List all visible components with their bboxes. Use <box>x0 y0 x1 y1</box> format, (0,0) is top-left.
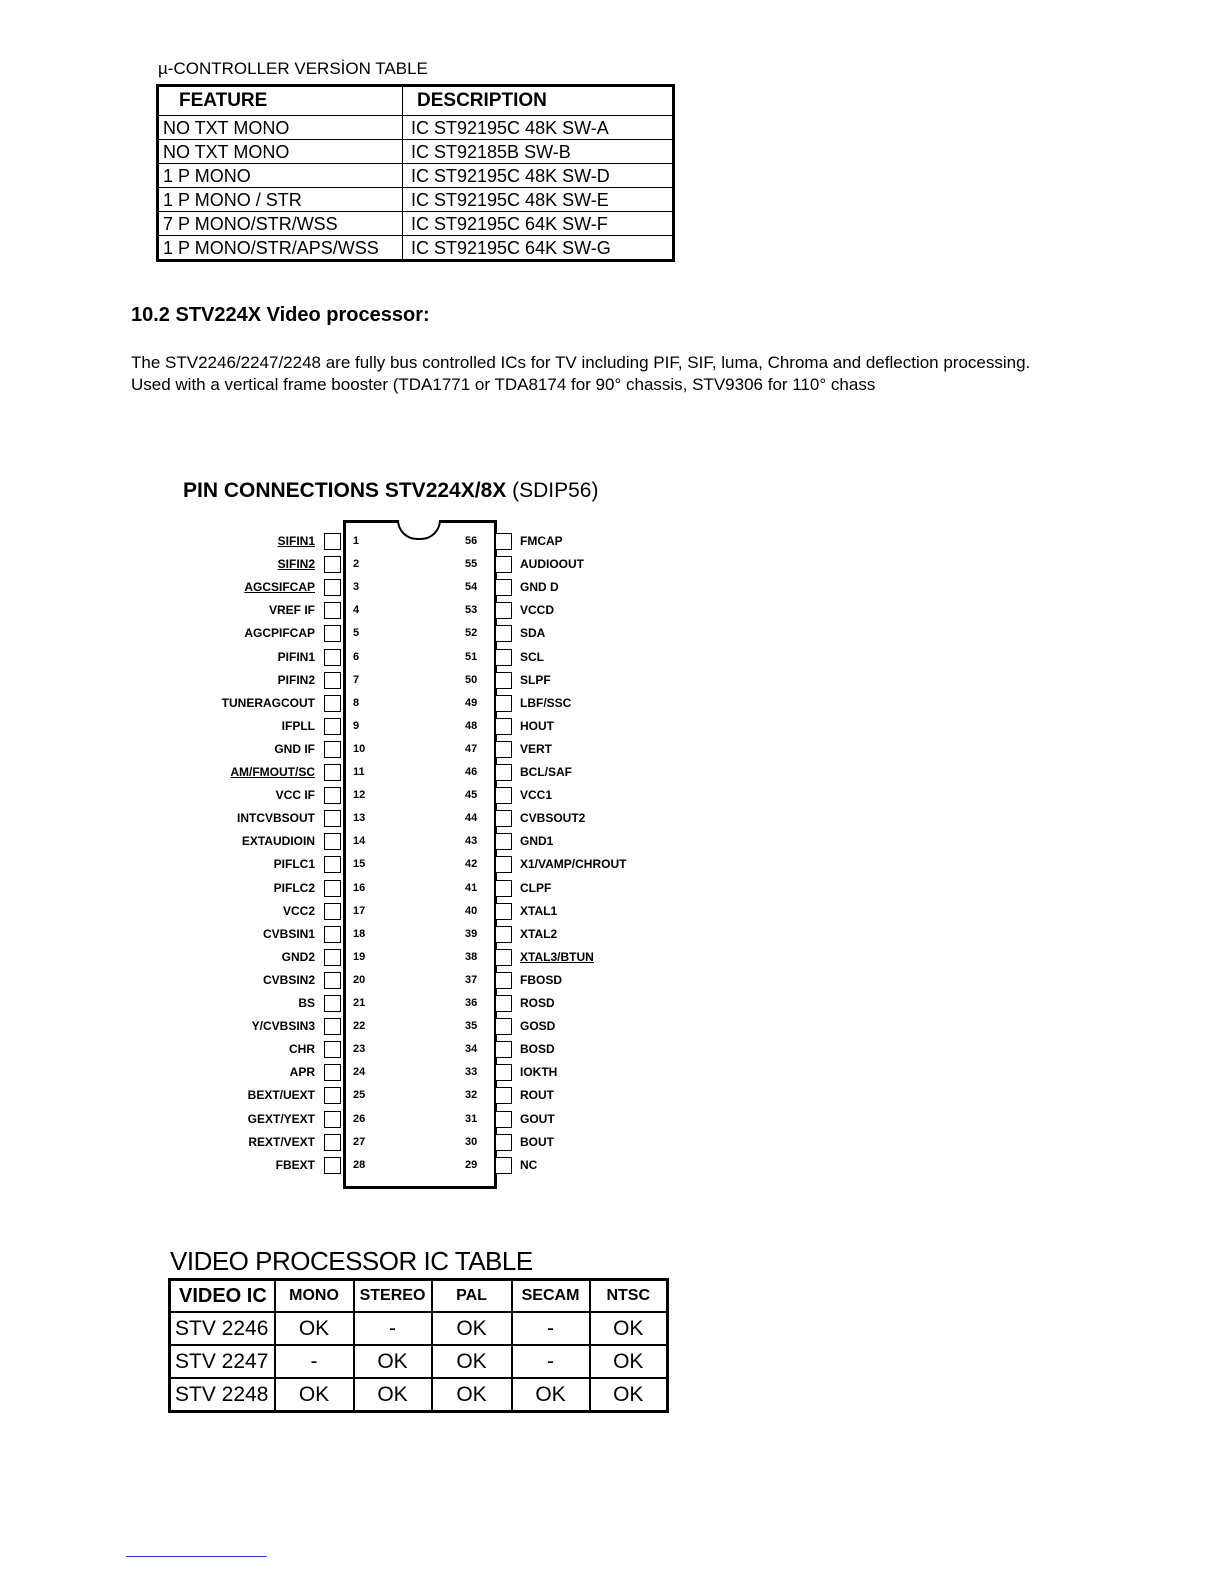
pin-box-left <box>324 718 341 735</box>
pin-number: 29 <box>465 1158 478 1171</box>
pin-label: CLPF <box>520 880 552 895</box>
pin-box-left <box>324 903 341 920</box>
pin-label: VCCD <box>520 603 555 618</box>
pin-box-right <box>495 1018 512 1035</box>
pin-number: 38 <box>465 950 478 963</box>
intro-line-1: The STV2246/2247/2248 are fully bus controlled ICs for TV including PIF, SIF, luma, Chroma and deflection processing. <box>131 353 1031 372</box>
column-header-description: DESCRIPTION <box>403 86 674 116</box>
table-cell: OK <box>512 1378 590 1412</box>
column-header-feature: FEATURE <box>158 86 403 116</box>
pin-label: FMCAP <box>520 534 563 548</box>
pin-label: XTAL1 <box>520 903 558 918</box>
description-cell: IC ST92185B SW-B <box>403 140 674 164</box>
pin-box-left <box>324 1041 341 1058</box>
pin-box-right <box>495 856 512 873</box>
pin-label: REXT/VEXT <box>248 1134 315 1149</box>
pin-box-right <box>495 718 512 735</box>
pin-label: SDA <box>520 626 546 641</box>
pin-label: ROUT <box>520 1088 554 1103</box>
pin-label: GEXT/YEXT <box>247 1111 315 1126</box>
pin-label: AM/FMOUT/SC <box>230 765 315 779</box>
pin-box-left <box>324 787 341 804</box>
pin-number: 33 <box>465 1066 478 1079</box>
column-header-pal: PAL <box>432 1280 512 1313</box>
controller-version-table <box>156 84 675 262</box>
pin-label: IFPLL <box>281 718 315 733</box>
pin-box-right <box>495 672 512 689</box>
pin-label: VCC2 <box>282 903 315 918</box>
table-cell: - <box>275 1345 354 1378</box>
table-cell: OK <box>432 1378 512 1412</box>
section-heading: 10.2 STV224X Video processor: <box>131 304 430 326</box>
pin-label: LBF/SSC <box>520 695 572 710</box>
pin-number: 12 <box>353 789 366 802</box>
pin-number: 54 <box>465 581 478 594</box>
pin-title-text: PIN CONNECTIONS STV224X/8X <box>183 479 507 502</box>
table-cell: OK <box>275 1378 354 1412</box>
description-cell: IC ST92195C 48K SW-D <box>403 164 674 188</box>
pin-box-right <box>495 1111 512 1128</box>
intro-paragraph <box>131 352 1131 396</box>
pin-number: 5 <box>353 627 360 640</box>
pin-number: 32 <box>465 1089 478 1102</box>
pin-box-left <box>324 1111 341 1128</box>
pin-number: 48 <box>465 719 478 732</box>
pin-box-right <box>495 556 512 573</box>
pin-number: 53 <box>465 604 478 617</box>
table-row <box>158 188 674 212</box>
pin-label: PIFLC2 <box>273 880 315 895</box>
pin-number: 37 <box>465 973 478 986</box>
feature-cell: NO TXT MONO <box>158 140 403 164</box>
pin-number: 16 <box>353 881 366 894</box>
pin-box-right <box>495 533 512 550</box>
pin-box-right <box>495 579 512 596</box>
pin-number: 36 <box>465 997 478 1009</box>
pin-number: 19 <box>353 950 366 963</box>
pin-label: SLPF <box>520 672 551 687</box>
pin-label: EXTAUDIOIN <box>241 834 315 849</box>
pin-diagram-title <box>183 479 598 503</box>
pin-label: SIFIN2 <box>277 557 315 572</box>
pin-number: 11 <box>353 766 365 778</box>
feature-cell: 1 P MONO / STR <box>158 188 403 212</box>
pin-label: IOKTH <box>520 1065 558 1080</box>
pin-label: PIFIN1 <box>277 649 315 664</box>
intro-line-2: Used with a vertical frame booster (TDA1771 or TDA8174 for 90° chassis, STV9306 for 110° chass <box>131 375 876 394</box>
ic-notch-icon <box>397 520 441 540</box>
pin-label: TUNERAGCOUT <box>221 695 315 710</box>
pin-number: 50 <box>465 673 478 686</box>
pin-number: 30 <box>465 1135 478 1148</box>
ic-name-cell: STV 2246 <box>170 1312 275 1345</box>
table-row <box>158 116 674 140</box>
pin-box-right <box>495 1064 512 1081</box>
pin-label: FBEXT <box>275 1157 315 1172</box>
pin-label: NC <box>520 1157 538 1172</box>
pin-number: 34 <box>465 1043 478 1056</box>
pin-number: 26 <box>353 1112 366 1125</box>
pin-label: GOUT <box>520 1111 555 1126</box>
pin-number: 6 <box>353 650 360 663</box>
pin-label: INTCVBSOUT <box>237 811 315 826</box>
pin-label: CVBSIN2 <box>262 972 315 987</box>
pin-number: 35 <box>465 1020 478 1033</box>
pin-number: 44 <box>465 812 478 825</box>
pin-number: 24 <box>353 1066 366 1079</box>
pin-label: X1/VAMP/CHROUT <box>520 857 627 872</box>
feature-cell: 1 P MONO <box>158 164 403 188</box>
description-cell: IC ST92195C 64K SW-F <box>403 212 674 236</box>
pin-box-right <box>495 926 512 943</box>
description-cell: IC ST92195C 48K SW-E <box>403 188 674 212</box>
pin-box-right <box>495 1157 512 1174</box>
pin-box-left <box>324 556 341 573</box>
description-cell: IC ST92195C 64K SW-G <box>403 236 674 261</box>
pin-box-left <box>324 880 341 897</box>
pin-label: PIFLC1 <box>273 857 315 872</box>
pin-label: XTAL3/BTUN <box>520 949 594 964</box>
pin-box-right <box>495 625 512 642</box>
feature-cell: NO TXT MONO <box>158 116 403 140</box>
pin-box-left <box>324 741 341 758</box>
pin-box-right <box>495 1041 512 1058</box>
pin-label: BOUT <box>520 1134 554 1149</box>
pin-number: 47 <box>465 742 478 755</box>
footer-link-line[interactable] <box>126 1556 267 1557</box>
pin-label: VREF IF <box>268 603 315 618</box>
pin-box-right <box>495 810 512 827</box>
pin-number: 55 <box>465 558 478 571</box>
pin-box-left <box>324 602 341 619</box>
column-header-ntsc: NTSC <box>590 1280 668 1313</box>
pin-box-right <box>495 695 512 712</box>
pin-label: APR <box>289 1065 315 1080</box>
table-cell: OK <box>275 1312 354 1345</box>
pin-label: BOSD <box>520 1042 555 1057</box>
controller-table-caption: µ-CONTROLLER VERSİON TABLE <box>158 59 428 78</box>
pin-label: GOSD <box>520 1019 556 1034</box>
pin-label: BEXT/UEXT <box>247 1088 315 1103</box>
table-row <box>170 1378 668 1412</box>
pin-label: AGCPIFCAP <box>244 626 315 641</box>
pin-box-left <box>324 533 341 550</box>
pin-label: VERT <box>520 741 553 756</box>
pin-box-left <box>324 625 341 642</box>
pin-number: 41 <box>465 881 478 894</box>
table-cell: OK <box>590 1312 668 1345</box>
pin-box-left <box>324 1064 341 1081</box>
pin-label: XTAL2 <box>520 926 558 941</box>
table-header-row <box>158 86 674 116</box>
pin-box-left <box>324 810 341 827</box>
pin-label: HOUT <box>520 718 554 733</box>
pin-box-left <box>324 926 341 943</box>
ic-name-cell: STV 2247 <box>170 1345 275 1378</box>
pin-box-right <box>495 787 512 804</box>
pin-number: 52 <box>465 627 478 640</box>
table-cell: OK <box>354 1345 432 1378</box>
pin-number: 2 <box>353 558 360 571</box>
pin-box-right <box>495 903 512 920</box>
pin-box-left <box>324 1018 341 1035</box>
table-cell: - <box>512 1345 590 1378</box>
pin-number: 7 <box>353 673 360 686</box>
table-row <box>158 212 674 236</box>
column-header-video-ic: VIDEO IC <box>170 1280 275 1313</box>
table-row <box>170 1312 668 1345</box>
pin-box-left <box>324 856 341 873</box>
pin-number: 8 <box>353 696 360 709</box>
table-cell: - <box>512 1312 590 1345</box>
pin-number: 22 <box>353 1020 366 1033</box>
pin-box-left <box>324 1134 341 1151</box>
pin-label: PIFIN2 <box>277 672 315 687</box>
feature-cell: 7 P MONO/STR/WSS <box>158 212 403 236</box>
pin-box-right <box>495 880 512 897</box>
pin-label: VCC IF <box>275 788 315 803</box>
pin-number: 17 <box>353 904 366 917</box>
pin-number: 15 <box>353 858 366 871</box>
pin-box-left <box>324 764 341 781</box>
pin-box-left <box>324 1087 341 1104</box>
pin-label: ROSD <box>520 996 555 1010</box>
table-row <box>158 164 674 188</box>
table-cell: OK <box>354 1378 432 1412</box>
pin-box-right <box>495 1087 512 1104</box>
pin-number: 40 <box>465 904 478 917</box>
table-cell: OK <box>432 1312 512 1345</box>
pin-label: CVBSIN1 <box>262 926 315 941</box>
table-cell: OK <box>590 1378 668 1412</box>
pin-box-left <box>324 972 341 989</box>
pin-number: 1 <box>353 535 360 547</box>
pin-box-left <box>324 649 341 666</box>
pin-box-right <box>495 833 512 850</box>
pin-label: VCC1 <box>520 788 553 803</box>
pin-number: 25 <box>353 1089 366 1102</box>
column-header-mono: MONO <box>275 1280 354 1313</box>
description-cell: IC ST92195C 48K SW-A <box>403 116 674 140</box>
pin-label: GND D <box>520 580 559 595</box>
pin-label: SIFIN1 <box>277 534 315 548</box>
feature-cell: 1 P MONO/STR/APS/WSS <box>158 236 403 261</box>
pin-label: GND1 <box>520 834 554 849</box>
pin-number: 3 <box>353 581 360 594</box>
pin-number: 21 <box>353 997 366 1009</box>
pin-box-left <box>324 833 341 850</box>
pin-label: Y/CVBSIN3 <box>251 1019 315 1034</box>
pin-label: BS <box>298 996 315 1010</box>
pin-number: 27 <box>353 1135 366 1148</box>
pin-box-right <box>495 995 512 1012</box>
video-processor-table <box>168 1278 669 1413</box>
pin-box-left <box>324 695 341 712</box>
pin-label: CVBSOUT2 <box>520 811 586 826</box>
pin-box-left <box>324 672 341 689</box>
pin-box-left <box>324 1157 341 1174</box>
pin-box-left <box>324 995 341 1012</box>
pin-number: 46 <box>465 766 478 778</box>
video-table-title: VIDEO PROCESSOR IC TABLE <box>170 1246 533 1276</box>
pin-number: 39 <box>465 927 478 940</box>
pin-number: 45 <box>465 789 478 802</box>
pin-box-right <box>495 949 512 966</box>
pin-number: 49 <box>465 696 478 709</box>
pin-number: 10 <box>353 742 366 755</box>
pin-box-right <box>495 649 512 666</box>
pin-box-right <box>495 741 512 758</box>
pin-label: FBOSD <box>520 972 562 987</box>
pin-number: 56 <box>465 535 478 547</box>
pin-number: 14 <box>353 835 366 848</box>
pin-label: GND2 <box>281 949 315 964</box>
pin-number: 9 <box>353 719 360 732</box>
table-cell: - <box>354 1312 432 1345</box>
pin-number: 43 <box>465 835 478 848</box>
column-header-stereo: STEREO <box>354 1280 432 1313</box>
pin-label: BCL/SAF <box>520 765 572 779</box>
pin-label: CHR <box>289 1042 315 1057</box>
pin-box-right <box>495 602 512 619</box>
pin-box-right <box>495 764 512 781</box>
pin-number: 31 <box>465 1112 478 1125</box>
pin-number: 20 <box>353 973 366 986</box>
pin-number: 4 <box>353 604 360 617</box>
table-header-row <box>170 1280 668 1313</box>
pin-box-left <box>324 949 341 966</box>
pin-number: 18 <box>353 927 366 940</box>
table-row <box>170 1345 668 1378</box>
pin-number: 23 <box>353 1043 366 1056</box>
pin-number: 13 <box>353 812 366 825</box>
pin-number: 28 <box>353 1158 366 1171</box>
package-label: (SDIP56) <box>512 479 599 502</box>
pin-number: 42 <box>465 858 478 871</box>
pin-box-left <box>324 579 341 596</box>
column-header-secam: SECAM <box>512 1280 590 1313</box>
pin-label: AUDIOOUT <box>520 557 584 572</box>
pin-label: AGCSIFCAP <box>244 580 315 595</box>
ic-name-cell: STV 2248 <box>170 1378 275 1412</box>
table-row <box>158 236 674 261</box>
pin-box-right <box>495 1134 512 1151</box>
pin-box-right <box>495 972 512 989</box>
table-cell: OK <box>590 1345 668 1378</box>
pin-label: GND IF <box>274 741 315 756</box>
pin-number: 51 <box>465 650 478 663</box>
table-row <box>158 140 674 164</box>
pin-label: SCL <box>520 649 544 664</box>
table-cell: OK <box>432 1345 512 1378</box>
